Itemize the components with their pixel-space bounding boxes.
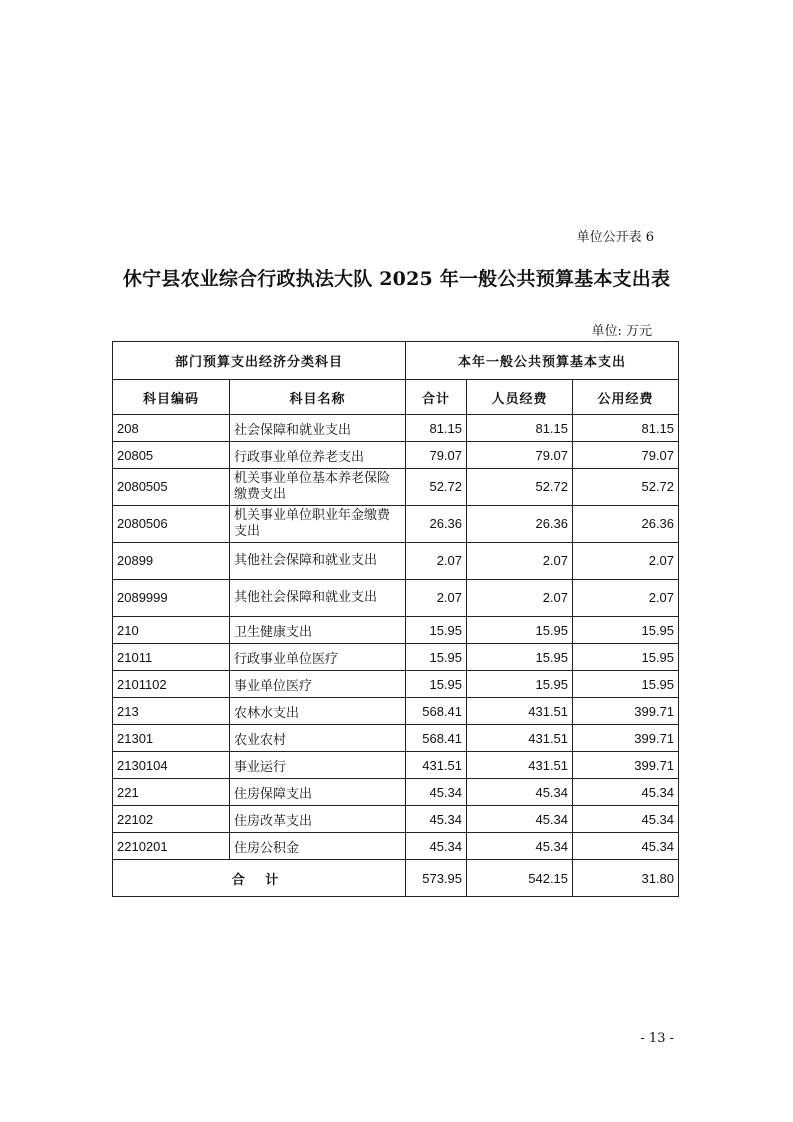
- cell-public: 399.71: [573, 698, 679, 725]
- header-group-basic-expenditure: 本年一般公共预算基本支出: [406, 342, 679, 380]
- cell-code: 2130104: [113, 752, 230, 779]
- table-row: [113, 833, 679, 860]
- cell-personnel: 52.72: [467, 469, 573, 506]
- cell-personnel: 45.34: [467, 833, 573, 860]
- cell-total: 45.34: [406, 806, 467, 833]
- cell-code: 21301: [113, 725, 230, 752]
- cell-public: 45.34: [573, 779, 679, 806]
- cell-name: 农业农村: [230, 725, 406, 752]
- table-body: [113, 415, 679, 897]
- cell-total: 2.07: [406, 543, 467, 580]
- column-header-code: 科目编码: [113, 380, 230, 415]
- cell-name: 农林水支出: [230, 698, 406, 725]
- cell-personnel: 2.07: [467, 580, 573, 617]
- column-header-total: 合计: [406, 380, 467, 415]
- cell-name: 事业单位医疗: [230, 671, 406, 698]
- cell-total: 431.51: [406, 752, 467, 779]
- cell-personnel: 79.07: [467, 442, 573, 469]
- cell-personnel: 45.34: [467, 806, 573, 833]
- cell-name: 其他社会保障和就业支出: [230, 580, 406, 617]
- cell-code: 208: [113, 415, 230, 442]
- table-row: [113, 469, 679, 506]
- cell-public: 399.71: [573, 725, 679, 752]
- cell-total: 2.07: [406, 580, 467, 617]
- cell-personnel: 26.36: [467, 506, 573, 543]
- cell-name: 住房保障支出: [230, 779, 406, 806]
- page-number: - 13 -: [640, 1031, 674, 1046]
- cell-code: 2089999: [113, 580, 230, 617]
- total-label: 合 计: [113, 860, 406, 897]
- cell-total: 52.72: [406, 469, 467, 506]
- cell-code: 20899: [113, 543, 230, 580]
- cell-code: 22102: [113, 806, 230, 833]
- table-row: [113, 543, 679, 580]
- cell-total: 45.34: [406, 833, 467, 860]
- cell-public: 26.36: [573, 506, 679, 543]
- cell-total: 15.95: [406, 617, 467, 644]
- cell-personnel: 15.95: [467, 617, 573, 644]
- table-row: [113, 617, 679, 644]
- table-row: [113, 671, 679, 698]
- cell-public: 15.95: [573, 644, 679, 671]
- cell-name: 事业运行: [230, 752, 406, 779]
- cell-name: 住房公积金: [230, 833, 406, 860]
- cell-personnel: 45.34: [467, 779, 573, 806]
- table-row: [113, 698, 679, 725]
- cell-personnel: 431.51: [467, 752, 573, 779]
- cell-public: 15.95: [573, 671, 679, 698]
- cell-total: 26.36: [406, 506, 467, 543]
- cell-personnel: 2.07: [467, 543, 573, 580]
- budget-table: [112, 341, 679, 897]
- cell-code: 20805: [113, 442, 230, 469]
- cell-code: 221: [113, 779, 230, 806]
- cell-code: 2210201: [113, 833, 230, 860]
- column-header-personnel: 人员经费: [467, 380, 573, 415]
- cell-name: 行政事业单位养老支出: [230, 442, 406, 469]
- cell-personnel: 431.51: [467, 698, 573, 725]
- table-row: [113, 779, 679, 806]
- cell-code: 21011: [113, 644, 230, 671]
- form-number: 单位公开表 6: [576, 230, 654, 245]
- table-row: [113, 415, 679, 442]
- cell-total: 15.95: [406, 644, 467, 671]
- column-header-name: 科目名称: [230, 380, 406, 415]
- cell-name: 行政事业单位医疗: [230, 644, 406, 671]
- cell-total: 79.07: [406, 442, 467, 469]
- cell-name: 卫生健康支出: [230, 617, 406, 644]
- cell-personnel: 15.95: [467, 671, 573, 698]
- cell-public: 79.07: [573, 442, 679, 469]
- cell-name: 机关事业单位职业年金缴费支出: [230, 506, 406, 543]
- cell-name: 其他社会保障和就业支出: [230, 543, 406, 580]
- cell-public: 2.07: [573, 580, 679, 617]
- cell-public: 45.34: [573, 833, 679, 860]
- cell-personnel: 431.51: [467, 725, 573, 752]
- cell-code: 2080506: [113, 506, 230, 543]
- cell-code: 210: [113, 617, 230, 644]
- cell-public: 45.34: [573, 806, 679, 833]
- cell-total: 81.15: [406, 415, 467, 442]
- table-row: [113, 580, 679, 617]
- cell-public: 52.72: [573, 469, 679, 506]
- cell-code: 213: [113, 698, 230, 725]
- cell-public: 399.71: [573, 752, 679, 779]
- table-row: [113, 725, 679, 752]
- cell-public: 2.07: [573, 543, 679, 580]
- total-personnel: 542.15: [467, 860, 573, 897]
- cell-personnel: 81.15: [467, 415, 573, 442]
- column-header-public: 公用经费: [573, 380, 679, 415]
- cell-total: 568.41: [406, 725, 467, 752]
- unit-label: 单位: 万元: [591, 324, 652, 339]
- cell-total: 45.34: [406, 779, 467, 806]
- cell-personnel: 15.95: [467, 644, 573, 671]
- header-group-classification: 部门预算支出经济分类科目: [113, 342, 406, 380]
- total-sum: 573.95: [406, 860, 467, 897]
- cell-code: 2080505: [113, 469, 230, 506]
- page-title: 休宁县农业综合行政执法大队 2025 年一般公共预算基本支出表: [122, 268, 671, 290]
- cell-public: 81.15: [573, 415, 679, 442]
- cell-total: 15.95: [406, 671, 467, 698]
- total-public: 31.80: [573, 860, 679, 897]
- table-row: [113, 506, 679, 543]
- cell-name: 住房改革支出: [230, 806, 406, 833]
- table-row: [113, 644, 679, 671]
- table-row: [113, 806, 679, 833]
- table-row: [113, 442, 679, 469]
- cell-code: 2101102: [113, 671, 230, 698]
- total-row: [113, 860, 679, 897]
- cell-total: 568.41: [406, 698, 467, 725]
- cell-name: 机关事业单位基本养老保险缴费支出: [230, 469, 406, 506]
- cell-name: 社会保障和就业支出: [230, 415, 406, 442]
- table-row: [113, 752, 679, 779]
- cell-public: 15.95: [573, 617, 679, 644]
